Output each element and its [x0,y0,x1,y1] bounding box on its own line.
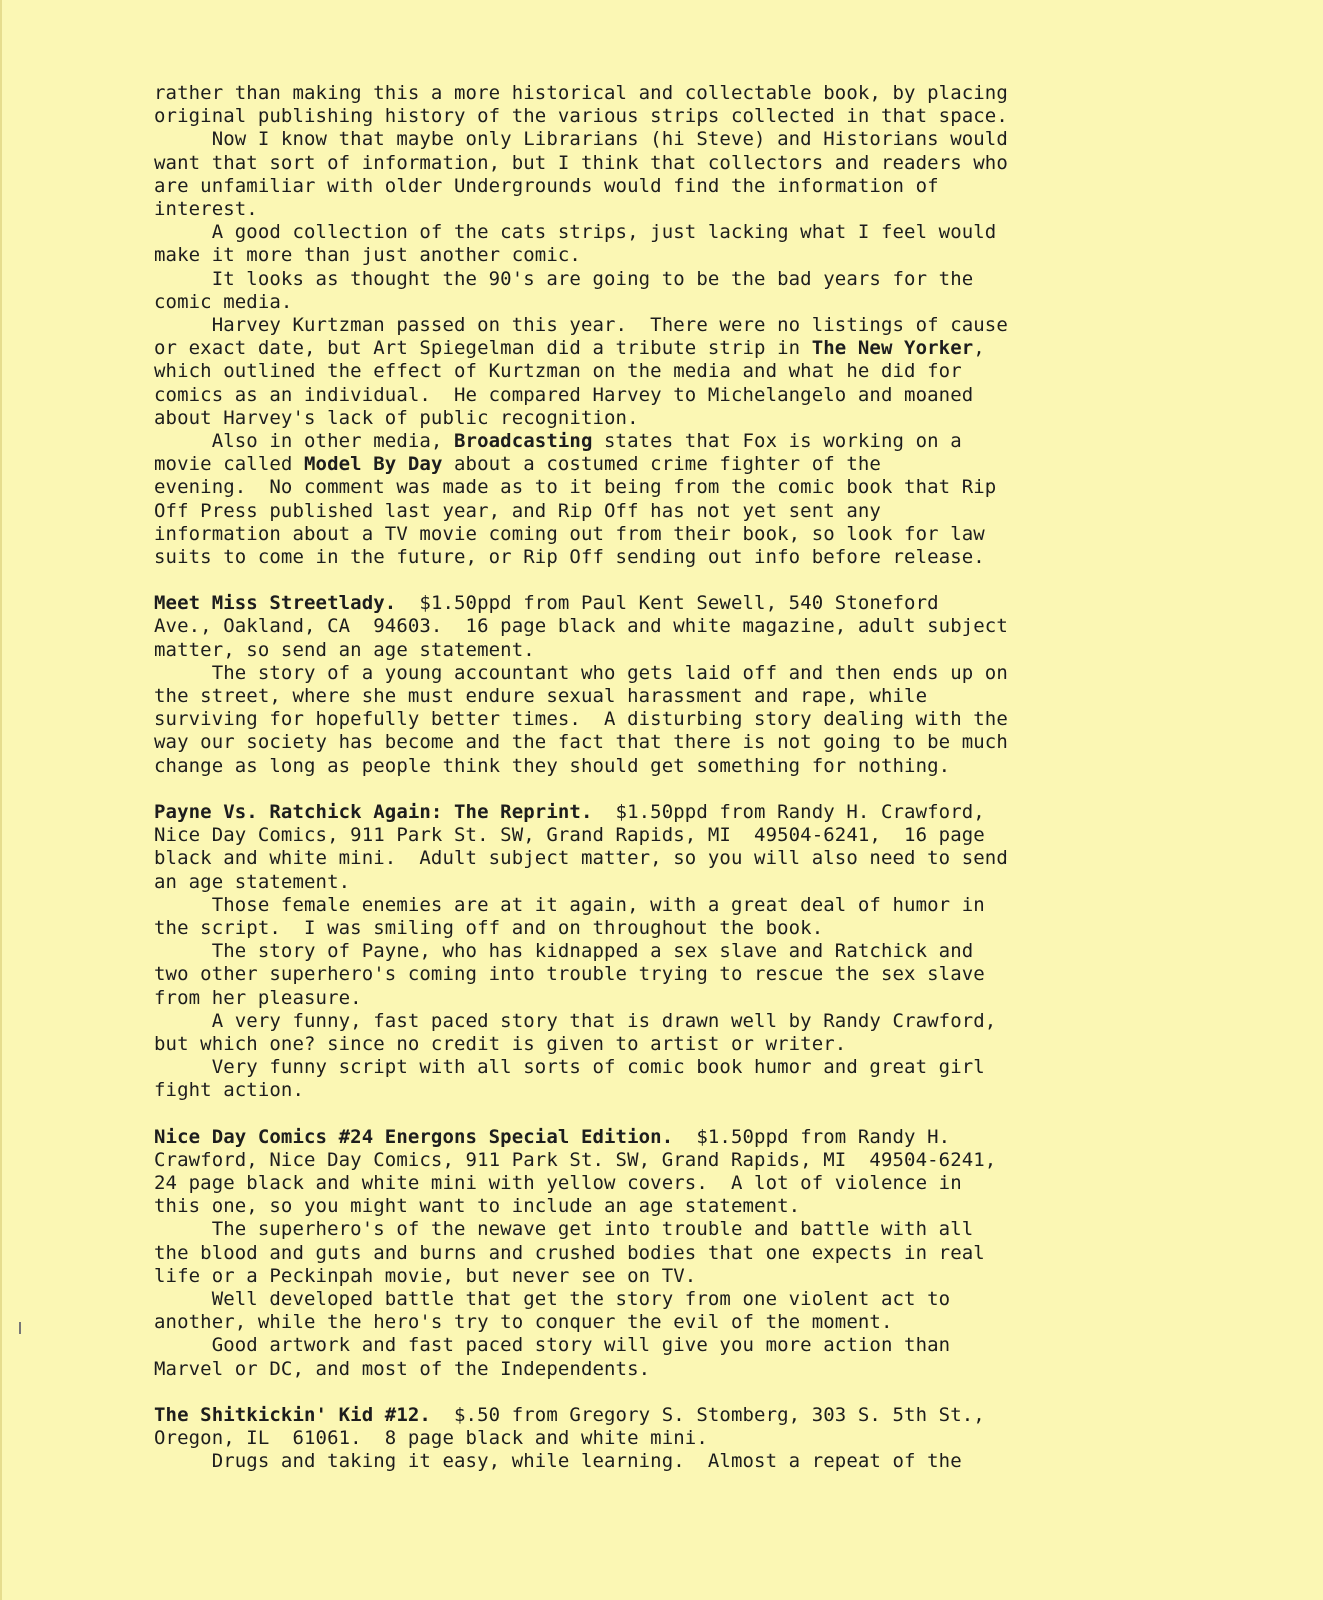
text-line: way our society has become and the fact that there is not going to be much [154,731,1008,754]
document-body [154,82,1194,1473]
bold-title: Model By Day [304,453,443,476]
text-line: rather than making this a more historical and collectable book, by placing [154,82,1008,104]
text-line: which outlined the effect of Kurtzman on the media and what he did for [154,360,962,383]
text-segment: or exact date, but Art Spiegelman did a tribute strip in [154,337,812,360]
text-line: suits to come in the future, or Rip Off sending out info before release. [154,546,985,569]
text-segment: $.50 from Gregory S. Stomberg, 303 S. 5th St., [430,1403,985,1426]
text-segment: $1.50ppd from Paul Kent Sewell, 540 Stoneford [396,592,939,615]
text-line: two other superhero's coming into trouble trying to rescue the sex slave [154,963,985,986]
text-line: the script. I was smiling off and on throughout the book. [154,916,824,939]
text-line: The story of Payne, who has kidnapped a sex slave and Ratchick and [154,940,974,963]
paragraph-gap [154,1103,1194,1126]
text-segment: movie called [154,453,305,476]
text-line: information about a TV movie coming out from their book, so look for law [154,522,985,545]
text-line: make it more than just another comic. [154,244,581,267]
text-line: Good artwork and fast paced story will give you more action than [154,1334,951,1357]
text-line: original publishing history of the various strips collected in that space. [154,105,1008,128]
bold-title: Meet Miss Streetlady. [154,592,397,615]
text-line: from her pleasure. [154,986,362,1009]
text-line: Harvey Kurtzman passed on this year. There were no listings of cause [154,314,1008,337]
text-line: A very funny, fast paced story that is drawn well by Randy Crawford, [154,1009,997,1032]
paragraph-gap [154,1381,1194,1404]
text-segment: Also in other media, [154,430,455,453]
text-line: comic media. [154,290,293,313]
bold-title: Payne Vs. Ratchick Again: The Reprint. [154,800,593,823]
text-line: another, while the hero's try to conquer the evil of the moment. [154,1311,893,1334]
margin-mark [19,1322,21,1334]
text-line: It looks as thought the 90's are going to be the bad years for the [154,267,974,290]
text-segment: about a costumed crime fighter of the [442,453,881,476]
text-segment: , [973,337,985,360]
text-line: are unfamiliar with older Undergrounds would find the information of [154,174,939,197]
text-line: want that sort of information, but I think that collectors and readers who [154,151,1008,174]
text-line: this one, so you might want to include an age statement. [154,1195,801,1218]
bold-title: The Shitkickin' Kid #12. [154,1403,431,1426]
text-line: comics as an individual. He compared Harvey to Michelangelo and moaned [154,383,974,406]
text-line [154,430,1194,453]
paragraph-gap [154,569,1194,592]
text-line: surviving for hopefully better times. A disturbing story dealing with the [154,708,1008,731]
text-line: The superhero's of the newave get into trouble and battle with all [154,1218,974,1241]
text-line: Drugs and taking it easy, while learning. Almost a repeat of the [154,1450,962,1473]
text-line: Crawford, Nice Day Comics, 911 Park St. SW, Grand Rapids, MI 49504-6241, [154,1148,997,1171]
text-line: A good collection of the cats strips, just lacking what I feel would [154,221,997,244]
text-line [154,1404,1194,1427]
text-line [154,592,1194,615]
text-line [154,453,1194,476]
text-line: Those female enemies are at it again, with a great deal of humor in [154,893,985,916]
bold-title: Nice Day Comics #24 Energons Special Edition. [154,1125,674,1148]
text-line: the street, where she must endure sexual harassment and rape, while [154,685,928,708]
text-line: Ave., Oakland, CA 94603. 16 page black and white magazine, adult subject [154,615,1008,638]
text-line: 24 page black and white mini with yellow covers. A lot of violence in [154,1171,962,1194]
text-line: The story of a young accountant who gets laid off and then ends up on [154,661,1008,684]
text-line: Oregon, IL 61061. 8 page black and white mini. [154,1426,708,1449]
text-line: fight action. [154,1079,305,1102]
text-segment: $1.50ppd from Randy H. [673,1125,951,1148]
text-line [154,337,1194,360]
text-line: Off Press published last year, and Rip Off has not yet sent any [154,499,881,522]
text-line: Marvel or DC, and most of the Independents. [154,1357,651,1380]
text-segment: $1.50ppd from Randy H. Crawford, [592,800,985,823]
text-segment: states that Fox is working on a [592,430,962,453]
text-line: life or a Peckinpah movie, but never see on TV. [154,1264,697,1287]
text-line: Very funny script with all sorts of comic book humor and great girl [154,1056,985,1079]
bold-title: Broadcasting [454,430,593,453]
text-line: black and white mini. Adult subject matter, so you will also need to send [154,847,1008,870]
text-line: Now I know that maybe only Librarians (hi Steve) and Historians would [154,128,1008,151]
text-line: evening. No comment was made as to it being from the comic book that Rip [154,476,997,499]
text-line: the blood and guts and burns and crushed bodies that one expects in real [154,1241,985,1264]
text-line [154,1126,1194,1149]
text-line [154,801,1194,824]
text-line: Well developed battle that get the story from one violent act to [154,1287,951,1310]
text-line: interest. [154,198,258,221]
text-line: an age statement. [154,870,351,893]
text-line: about Harvey's lack of public recognition. [154,406,639,429]
paragraph-gap [154,778,1194,801]
text-line: Nice Day Comics, 911 Park St. SW, Grand Rapids, MI 49504-6241, 16 page [154,824,985,847]
text-line: matter, so send an age statement. [154,638,535,661]
text-line: but which one? since no credit is given to artist or writer. [154,1032,847,1055]
bold-title: The New Yorker [811,337,974,360]
text-line: change as long as people think they should get something for nothing. [154,754,951,777]
